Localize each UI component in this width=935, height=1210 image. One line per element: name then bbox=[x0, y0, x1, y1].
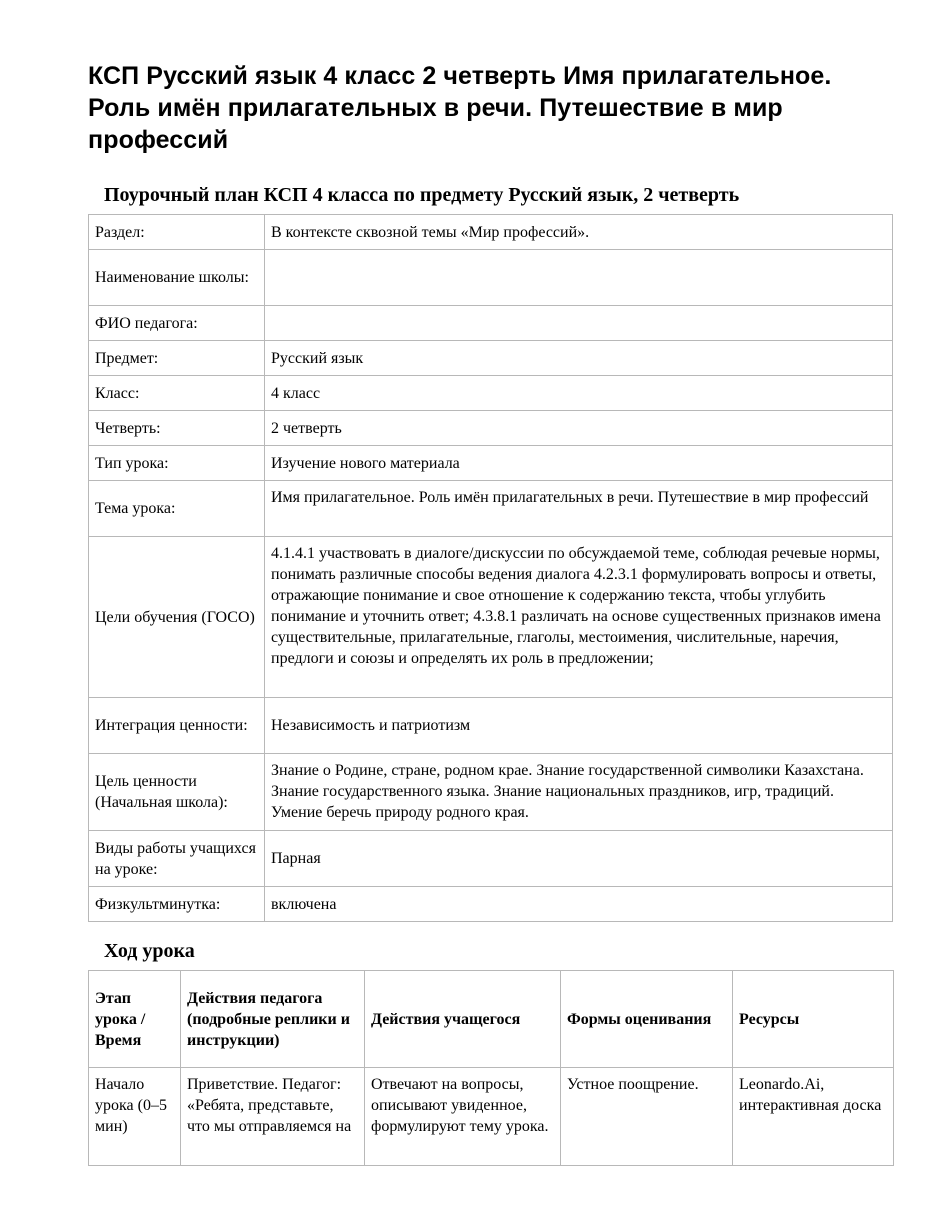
row-label: Тип урока: bbox=[89, 446, 265, 481]
column-header: Действия учащегося bbox=[365, 971, 561, 1068]
table-row bbox=[89, 481, 893, 537]
table-cell: Отвечают на вопросы, описывают увиденное, формулируют тему урока. bbox=[365, 1068, 561, 1166]
row-label: Цели обучения (ГОСО) bbox=[89, 537, 265, 698]
column-header: Этап урока / Время bbox=[89, 971, 181, 1068]
table-row bbox=[89, 537, 893, 698]
row-value: Имя прилагательное. Роль имён прилагательных в речи. Путешествие в мир профессий bbox=[265, 481, 893, 537]
table-row bbox=[89, 250, 893, 306]
row-value: 4 класс bbox=[265, 376, 893, 411]
document-page bbox=[88, 0, 893, 1166]
table-row bbox=[89, 341, 893, 376]
table-row bbox=[89, 754, 893, 831]
plan-heading: Поурочный план КСП 4 класса по предмету Русский язык, 2 четверть bbox=[104, 184, 740, 206]
row-label: Цель ценности (Начальная школа): bbox=[89, 754, 265, 831]
row-value: 2 четверть bbox=[265, 411, 893, 446]
table-cell: Приветствие. Педагог: «Ребята, представьте, что мы отправляемся на bbox=[181, 1068, 365, 1166]
table-cell: Устное поощрение. bbox=[561, 1068, 733, 1166]
lesson-flow-table bbox=[88, 970, 894, 1166]
table-header-row bbox=[89, 971, 894, 1068]
row-label: Раздел: bbox=[89, 215, 265, 250]
row-label: Виды работы учащихся на уроке: bbox=[89, 831, 265, 887]
row-value bbox=[265, 306, 893, 341]
table-row bbox=[89, 887, 893, 922]
row-value: включена bbox=[265, 887, 893, 922]
table-row bbox=[89, 1068, 894, 1166]
row-label: Класс: bbox=[89, 376, 265, 411]
row-label: Предмет: bbox=[89, 341, 265, 376]
lesson-heading: Ход урока bbox=[104, 940, 195, 962]
column-header: Ресурсы bbox=[733, 971, 894, 1068]
row-label: Тема урока: bbox=[89, 481, 265, 537]
column-header: Формы оценивания bbox=[561, 971, 733, 1068]
row-value: В контексте сквозной темы «Мир профессий». bbox=[265, 215, 893, 250]
row-label: Интеграция ценности: bbox=[89, 698, 265, 754]
table-cell: Leonardo.Ai, интерактивная доска bbox=[733, 1068, 894, 1166]
row-value: Независимость и патриотизм bbox=[265, 698, 893, 754]
table-row bbox=[89, 376, 893, 411]
table-row bbox=[89, 698, 893, 754]
row-label: Наименование школы: bbox=[89, 250, 265, 306]
row-value: Парная bbox=[265, 831, 893, 887]
lesson-info-table bbox=[88, 214, 893, 922]
row-label: Четверть: bbox=[89, 411, 265, 446]
row-value: Изучение нового материала bbox=[265, 446, 893, 481]
column-header: Действия педагога (подробные реплики и инструкции) bbox=[181, 971, 365, 1068]
document-title: КСП Русский язык 4 класс 2 четверть Имя прилагательное. Роль имён прилагательных в речи. Путешествие в мир профессий bbox=[88, 62, 832, 154]
row-value: Знание о Родине, стране, родном крае. Знание государственной символики Казахстана. Знание государственного языка. Знание национальных праздников, игр, традиций. Умение беречь природу родного края. bbox=[265, 754, 893, 831]
row-label: Физкультминутка: bbox=[89, 887, 265, 922]
row-label: ФИО педагога: bbox=[89, 306, 265, 341]
row-value: Русский язык bbox=[265, 341, 893, 376]
row-value bbox=[265, 250, 893, 306]
table-row bbox=[89, 306, 893, 341]
table-row bbox=[89, 411, 893, 446]
table-cell: Начало урока (0–5 мин) bbox=[89, 1068, 181, 1166]
table-row bbox=[89, 831, 893, 887]
row-value: 4.1.4.1 участвовать в диалоге/дискуссии по обсуждаемой теме, соблюдая речевые нормы, понимать различные способы ведения диалога 4.2.3.1 формулировать вопросы и ответы, отражающие понимание и свое отношение к содержанию текста, чтобы углубить понимание и уточнить ответ; 4.3.8.1 различать на основе существенных признаков имена существительные, прилагательные, глаголы, местоимения, числительные, наречия, предлоги и союзы и определять их роль в предложении; bbox=[265, 537, 893, 698]
table-row bbox=[89, 215, 893, 250]
table-row bbox=[89, 446, 893, 481]
